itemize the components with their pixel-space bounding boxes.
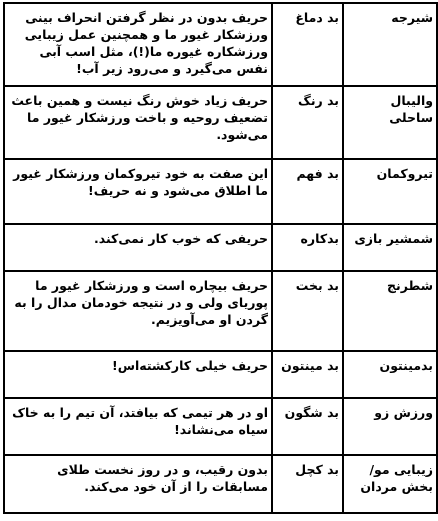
term-cell: بد کچل bbox=[272, 455, 343, 513]
description-cell: او در هر تیمی که بیافتد، آن تیم را به خاک سیاه می‌نشاند! bbox=[4, 398, 272, 455]
term-cell: بد رنگ bbox=[272, 86, 343, 159]
description-cell: بدون رقیب، و در روز نخست طلای مسابقات را از آن خود می‌کند. bbox=[4, 455, 272, 513]
table-row bbox=[4, 398, 437, 455]
description-cell: حریفی که خوب کار نمی‌کند. bbox=[4, 224, 272, 271]
sport-cell: والیبال ساحلی bbox=[343, 86, 437, 159]
sport-cell: ورزش زو bbox=[343, 398, 437, 455]
term-cell: بد بخت bbox=[272, 271, 343, 351]
table-row bbox=[4, 3, 437, 86]
description-cell: حریف زیاد خوش رنگ نیست و همین باعث تضعیف روحیه و باخت ورزشکار غیور ما می‌شود. bbox=[4, 86, 272, 159]
term-cell: بدکاره bbox=[272, 224, 343, 271]
table-row bbox=[4, 455, 437, 513]
term-cell: بد مینتون bbox=[272, 351, 343, 398]
table-row bbox=[4, 351, 437, 398]
sport-cell: شطرنج bbox=[343, 271, 437, 351]
description-cell: حریف بدون در نظر گرفتن انحراف بینی ورزشکار غیور ما و همچنین عمل زیبایی ورزشکاره غیوره ما(!)، مثل اسب آبی نفس می‌گیرد و می‌رود زیر آب! bbox=[4, 3, 272, 86]
description-cell: حریف خیلی کارکشته‌اس! bbox=[4, 351, 272, 398]
sport-cell: تیروکمان bbox=[343, 159, 437, 224]
sport-cell: بدمینتون bbox=[343, 351, 437, 398]
description-cell: حریف بیچاره است و ورزشکار غیور ما پوریای ولی و در نتیجه خودمان مدال را به گردن او می‌آویزیم. bbox=[4, 271, 272, 351]
table-row bbox=[4, 159, 437, 224]
term-cell: بد شگون bbox=[272, 398, 343, 455]
table-row bbox=[4, 86, 437, 159]
sport-cell: زیبایی مو/ بخش مردان bbox=[343, 455, 437, 513]
term-cell: بد دماغ bbox=[272, 3, 343, 86]
table-row bbox=[4, 271, 437, 351]
sport-cell: شمشیر بازی bbox=[343, 224, 437, 271]
sport-cell: شیرجه bbox=[343, 3, 437, 86]
term-cell: بد فهم bbox=[272, 159, 343, 224]
table-row bbox=[4, 224, 437, 271]
terms-table bbox=[3, 2, 438, 514]
description-cell: این صفت به خود تیروکمان ورزشکار غیور ما اطلاق می‌شود و نه حریف! bbox=[4, 159, 272, 224]
